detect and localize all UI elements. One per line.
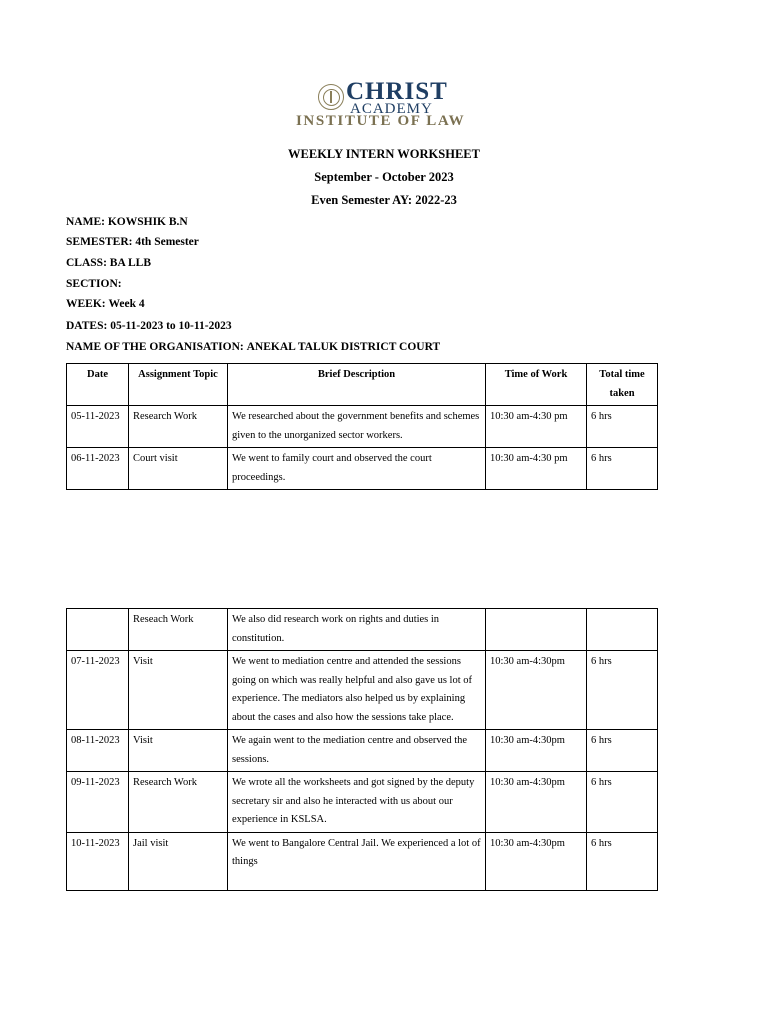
cell-date: 06-11-2023 [67,448,129,490]
table-row [67,651,658,730]
field-dates [66,320,232,332]
cell-date: 07-11-2023 [67,651,129,730]
field-name-label: NAME: [66,216,105,228]
field-semester [66,236,199,248]
cell-time: 10:30 am-4:30 pm [486,448,587,490]
cell-date: 05-11-2023 [67,406,129,448]
cell-time: 10:30 am-4:30pm [486,832,587,890]
header-total-time: Total time taken [587,364,658,406]
cell-time: 10:30 am-4:30pm [486,730,587,772]
logo-institute-text: INSTITUTE OF LAW [296,113,466,129]
field-organisation-label: NAME OF THE ORGANISATION: [66,341,244,353]
cell-topic: Visit [129,730,228,772]
header-assignment-topic: Assignment Topic [129,364,228,406]
field-class-label: CLASS: [66,257,107,269]
cell-topic: Reseach Work [129,609,228,651]
cell-date: 09-11-2023 [67,772,129,833]
seal-icon [318,84,344,110]
cell-description: We went to family court and observed the court proceedings. [228,448,486,490]
cell-total: 6 hrs [587,651,658,730]
cell-topic: Court visit [129,448,228,490]
cell-time [486,609,587,651]
cell-time: 10:30 am-4:30 pm [486,406,587,448]
worksheet-table-part-1 [66,363,658,490]
cell-description: We researched about the government benefits and schemes given to the unorganized sector workers. [228,406,486,448]
logo-academy-text: ACADEMY [350,101,433,117]
worksheet-period: September - October 2023 [314,170,454,184]
worksheet-table-part-2 [66,608,658,891]
cell-date [67,609,129,651]
table-row [67,609,658,651]
field-week-label: WEEK: [66,298,106,310]
cell-date: 10-11-2023 [67,832,129,890]
field-semester-value: 4th Semester [135,236,199,248]
cell-total [587,609,658,651]
table-row [67,772,658,833]
cell-time: 10:30 am-4:30pm [486,651,587,730]
cell-description: We went to Bangalore Central Jail. We experienced a lot of things [228,832,486,890]
cell-description: We went to mediation centre and attended the sessions going on which was really helpful and also gave us lot of experience. The mediators also helped us by explaining about the cases and also how the sessions take place. [228,651,486,730]
worksheet-title: WEEKLY INTERN WORKSHEET [288,147,480,161]
header-date: Date [67,364,129,406]
cell-total: 6 hrs [587,832,658,890]
field-class [66,257,151,269]
cell-date: 08-11-2023 [67,730,129,772]
field-organisation [66,341,440,353]
cell-time: 10:30 am-4:30pm [486,772,587,833]
field-name [66,216,188,228]
cell-description: We again went to the mediation centre and observed the sessions. [228,730,486,772]
field-section-label: SECTION: [66,278,122,290]
cell-total: 6 hrs [587,448,658,490]
table-row [67,730,658,772]
field-name-value: KOWSHIK B.N [107,216,188,228]
cell-topic: Visit [129,651,228,730]
logo-christ-text: CHRIST [346,78,448,105]
field-section [66,278,122,290]
field-class-value: BA LLB [109,257,152,269]
institute-logo [296,78,486,130]
field-organisation-value: ANEKAL TALUK DISTRICT COURT [246,341,441,353]
cell-description: We also did research work on rights and duties in constitution. [228,609,486,651]
header-brief-description: Brief Description [228,364,486,406]
header-time-of-work: Time of Work [486,364,587,406]
cell-total: 6 hrs [587,772,658,833]
field-week [66,298,145,310]
cell-topic: Research Work [129,772,228,833]
table-row [67,406,658,448]
field-dates-label: DATES: [66,320,108,332]
cell-total: 6 hrs [587,406,658,448]
worksheet-semester-ay: Even Semester AY: 2022-23 [311,193,457,207]
field-dates-value: 05-11-2023 to 10-11-2023 [110,320,232,332]
cell-total: 6 hrs [587,730,658,772]
cell-description: We wrote all the worksheets and got signed by the deputy secretary sir and also he interacted with us about our experience in KSLSA. [228,772,486,833]
table-row [67,448,658,490]
cell-topic: Jail visit [129,832,228,890]
table-header-row [67,364,658,406]
field-semester-label: SEMESTER: [66,236,133,248]
field-week-value: Week 4 [108,298,145,310]
cell-topic: Research Work [129,406,228,448]
table-row [67,832,658,890]
